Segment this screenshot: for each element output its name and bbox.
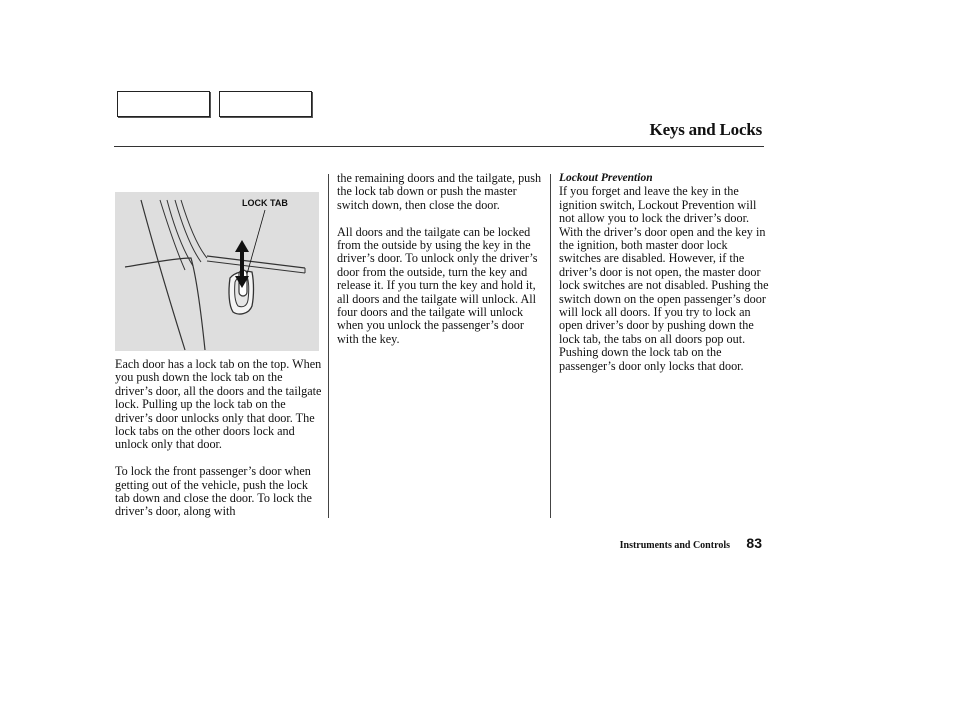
footer-section-name: Instruments and Controls [619,540,730,551]
lock-tab-callout-label: LOCK TAB [242,198,288,208]
column-divider [328,174,329,518]
column-divider [550,174,551,518]
column-2 [337,172,545,360]
paragraph-lockout-prevention: If you forget and leave the key in the ignition switch, Lockout Prevention will not allow you to lock the driver’s door. With the driver’s door open and the key in the ignition, both master door lock switches are disabled. However, if the driver’s door is not open, the master door lock switches are not disabled. Pushing the switch down on the open passenger’s door will lock all doors. If you try to lock an open driver’s door by pushing down the lock tab, the tabs on all doors pop out. Pushing down the lock tab on the passenger’s door only locks that door. [559,184,769,373]
paragraph-front-passenger: To lock the front passenger’s door when getting out of the vehicle, push the lock tab down and close the door. To lock the driver’s door, along with [115,464,312,519]
paragraph-outside-locking: All doors and the tailgate can be locked from the outside by using the key in the driver’s door. To unlock only the driver’s door from the outside, turn the key and release it. If you turn the key and hold it, all doors and the tailgate will unlock. All four doors and the tailgate will unlock when you unlock the passenger’s door with the key. [337,224,538,346]
section-heading: Lockout Prevention [559,172,653,184]
paragraph-remaining-doors: the remaining doors and the tailgate, push the lock tab down or push the master switch down, then close the door. [337,171,542,212]
column-3 [559,172,769,386]
lock-tab-illustration [115,192,319,351]
nav-box-previous[interactable] [117,91,210,117]
column-1 [115,358,323,532]
door-lock-drawing [115,192,319,351]
page-number: 83 [746,535,762,551]
nav-box-next[interactable] [219,91,312,117]
paragraph-lock-tab: Each door has a lock tab on the top. When you push down the lock tab on the driver’s door, all the doors and the tailgate lock. Pulling up the lock tab on the driver’s door unlocks only that door. The lock tabs on the other doors lock and unlock only that door. [115,357,322,452]
page-title: Keys and Locks [649,120,762,139]
title-rule [114,146,764,147]
